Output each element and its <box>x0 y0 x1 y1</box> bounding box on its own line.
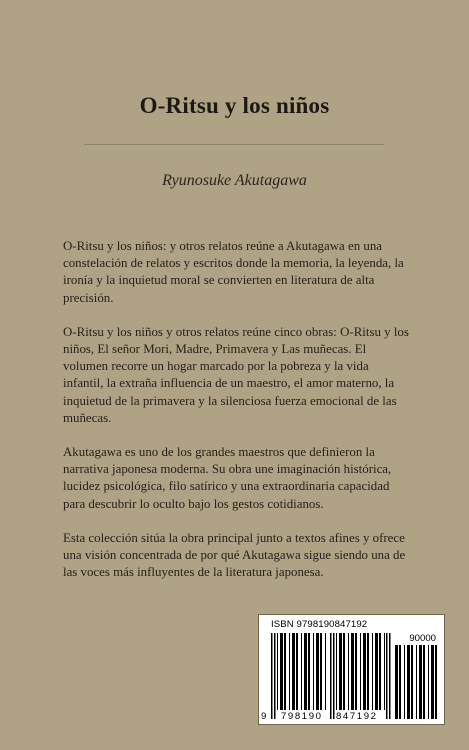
barcode-bar <box>339 633 342 710</box>
barcode-bar <box>416 645 417 719</box>
barcode-bar <box>363 633 366 710</box>
barcode-bars <box>259 615 446 726</box>
blurb <box>63 238 409 598</box>
barcode-guard-bar <box>330 633 332 719</box>
barcode-digit-first: 9 <box>261 711 267 722</box>
blurb-paragraph-1: O-Ritsu y los niños: y otros relatos reúne a Akutagawa en una constelación de relatos y escritos donde la memoria, la leyenda, la ironía y la inquietud moral se convierten en literatura de alta precisión. <box>63 239 404 305</box>
barcode-bar <box>351 633 354 710</box>
barcode-bar <box>304 633 307 710</box>
barcode-digits-left: 798190 <box>281 711 323 722</box>
barcode-bar <box>411 645 413 719</box>
blurb-paragraph-2: O-Ritsu y los niños y otros relatos reúne cinco obras: O-Ritsu y los niños, El señor Mori, Madre, Primavera y Las muñecas. El volumen recorre un hogar marcado por la pobreza y la vida infantil, la extraña influencia de un maestro, el amor materno, la inquietud de la primavera y la silenciosa fuerza emocional de las muñecas. <box>63 324 409 425</box>
barcode-bar <box>336 633 337 710</box>
barcode-bar <box>384 633 385 710</box>
barcode-bar <box>308 633 310 710</box>
barcode-bar <box>428 645 429 719</box>
barcode-bar <box>419 645 422 719</box>
barcode-bar <box>313 633 314 710</box>
barcode-guard-bar <box>389 633 391 719</box>
book-title: O-Ritsu y los niños <box>139 93 330 118</box>
book-author: Ryunosuke Akutagawa <box>162 172 307 189</box>
barcode-guard-bar <box>271 633 273 719</box>
barcode-box <box>258 614 445 725</box>
barcode-bar <box>375 633 378 710</box>
barcode-guard-bar <box>333 633 335 719</box>
barcode-bar <box>280 633 283 710</box>
barcode-bar <box>399 645 401 719</box>
barcode-guard-bar <box>274 633 276 719</box>
barcode-bar <box>404 645 405 719</box>
barcode-bar <box>296 633 298 710</box>
barcode-bar <box>343 633 345 710</box>
barcode-bar <box>372 633 373 710</box>
barcode-bar <box>367 633 369 710</box>
barcode-bar <box>289 633 290 710</box>
barcode-bar <box>325 633 326 710</box>
barcode-bar <box>355 633 357 710</box>
barcode-bar <box>320 633 322 710</box>
isbn-label: ISBN 9798190847192 <box>271 619 368 630</box>
barcode-bar <box>360 633 361 710</box>
barcode-bar <box>292 633 295 710</box>
blurb-paragraph-3: Akutagawa es uno de los grandes maestros que definieron la narrativa japonesa moderna. Su obra une imaginación histórica, lucidez psicológica, filo satírico y una extraordinaria capacidad para descubrir lo oculto bajo los gestos cotidianos. <box>63 445 392 511</box>
title-divider <box>84 144 384 145</box>
barcode-bar <box>379 633 381 710</box>
blurb-paragraph-4: Esta colección sitúa la obra principal junto a textos afines y ofrece una visión concentrada de por qué Akutagawa sigue siendo una de las voces más influyentes de la literatura japonesa. <box>63 530 406 580</box>
barcode-bar <box>423 645 425 719</box>
barcode-bar <box>431 645 434 719</box>
barcode-bar <box>407 645 410 719</box>
barcode-bar <box>277 633 278 710</box>
barcode-bar <box>395 645 398 719</box>
barcode-bar <box>435 645 437 719</box>
barcode-bar <box>348 633 349 710</box>
barcode-bar <box>284 633 286 710</box>
barcode-guard-bar <box>386 633 388 719</box>
barcode-bar <box>316 633 319 710</box>
barcode-bar <box>301 633 302 710</box>
price-code: 90000 <box>409 633 436 644</box>
barcode-digits-right: 847192 <box>336 711 378 722</box>
